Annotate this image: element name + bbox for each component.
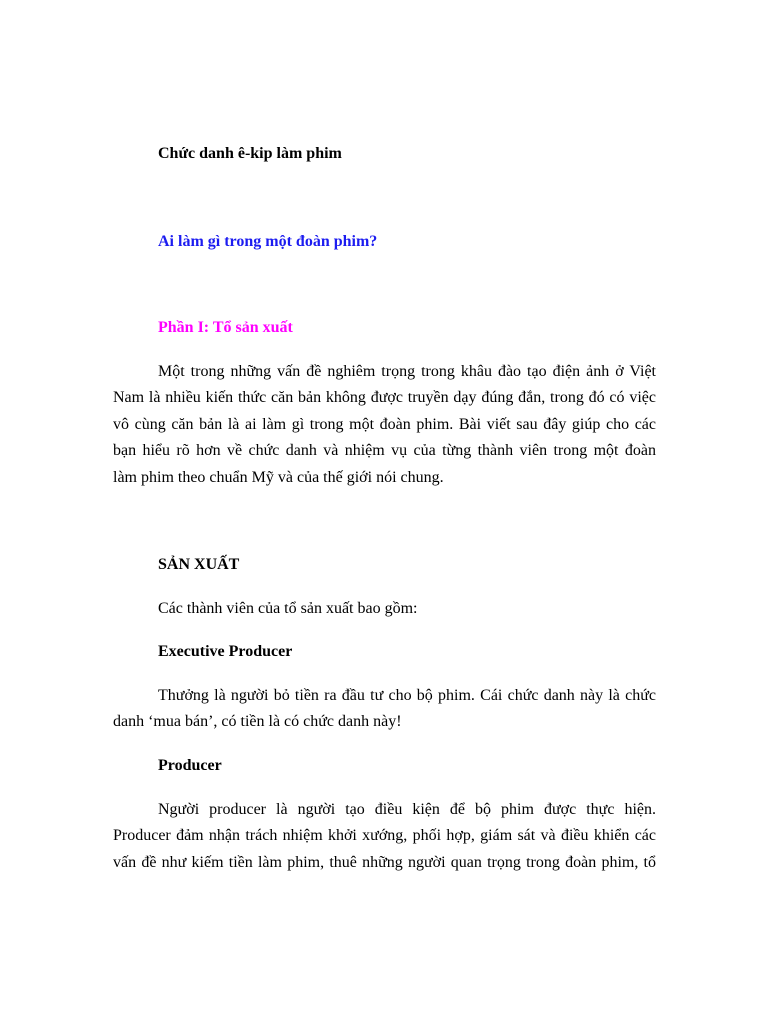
role-heading: Executive Producer (158, 643, 293, 660)
document-title: Chức danh ê-kip làm phim (158, 145, 342, 162)
paragraph-line: Một trong những vấn đề nghiêm trọng trong khâu đào tạo điện ảnh ở Việt (158, 363, 656, 380)
paragraph-line: Thưởng là người bỏ tiền ra đầu tư cho bộ phim. Cái chức danh này là chức (158, 687, 656, 704)
paragraph-line: Nam là nhiều kiến thức căn bản không được truyền dạy đúng đắn, trong đó có việc (113, 389, 656, 406)
paragraph-line: vô cùng căn bản là ai làm gì trong một đoàn phim. Bài viết sau đây giúp cho các (113, 416, 656, 433)
section-heading: SẢN XUẤT (158, 556, 240, 573)
paragraph-line: Người producer là người tạo điều kiện để bộ phim được thực hiện. (158, 801, 656, 818)
paragraph-line: danh ‘mua bán’, có tiền là có chức danh này! (113, 713, 402, 730)
part-heading: Phần I: Tổ sản xuất (158, 319, 293, 336)
paragraph-line: bạn hiểu rõ hơn về chức danh và nhiệm vụ của từng thành viên trong một đoàn (113, 442, 656, 459)
paragraph-line: vấn đề như kiếm tiền làm phim, thuê những người quan trọng trong đoàn phim, tổ (113, 854, 656, 871)
section-intro: Các thành viên của tổ sản xuất bao gồm: (158, 600, 418, 617)
paragraph-line: Producer đảm nhận trách nhiệm khởi xướng, phối hợp, giám sát và điều khiển các (113, 827, 656, 844)
role-heading: Producer (158, 757, 222, 774)
document-subtitle: Ai làm gì trong một đoàn phim? (158, 233, 378, 250)
paragraph-line: làm phim theo chuẩn Mỹ và của thế giới nói chung. (113, 469, 444, 486)
